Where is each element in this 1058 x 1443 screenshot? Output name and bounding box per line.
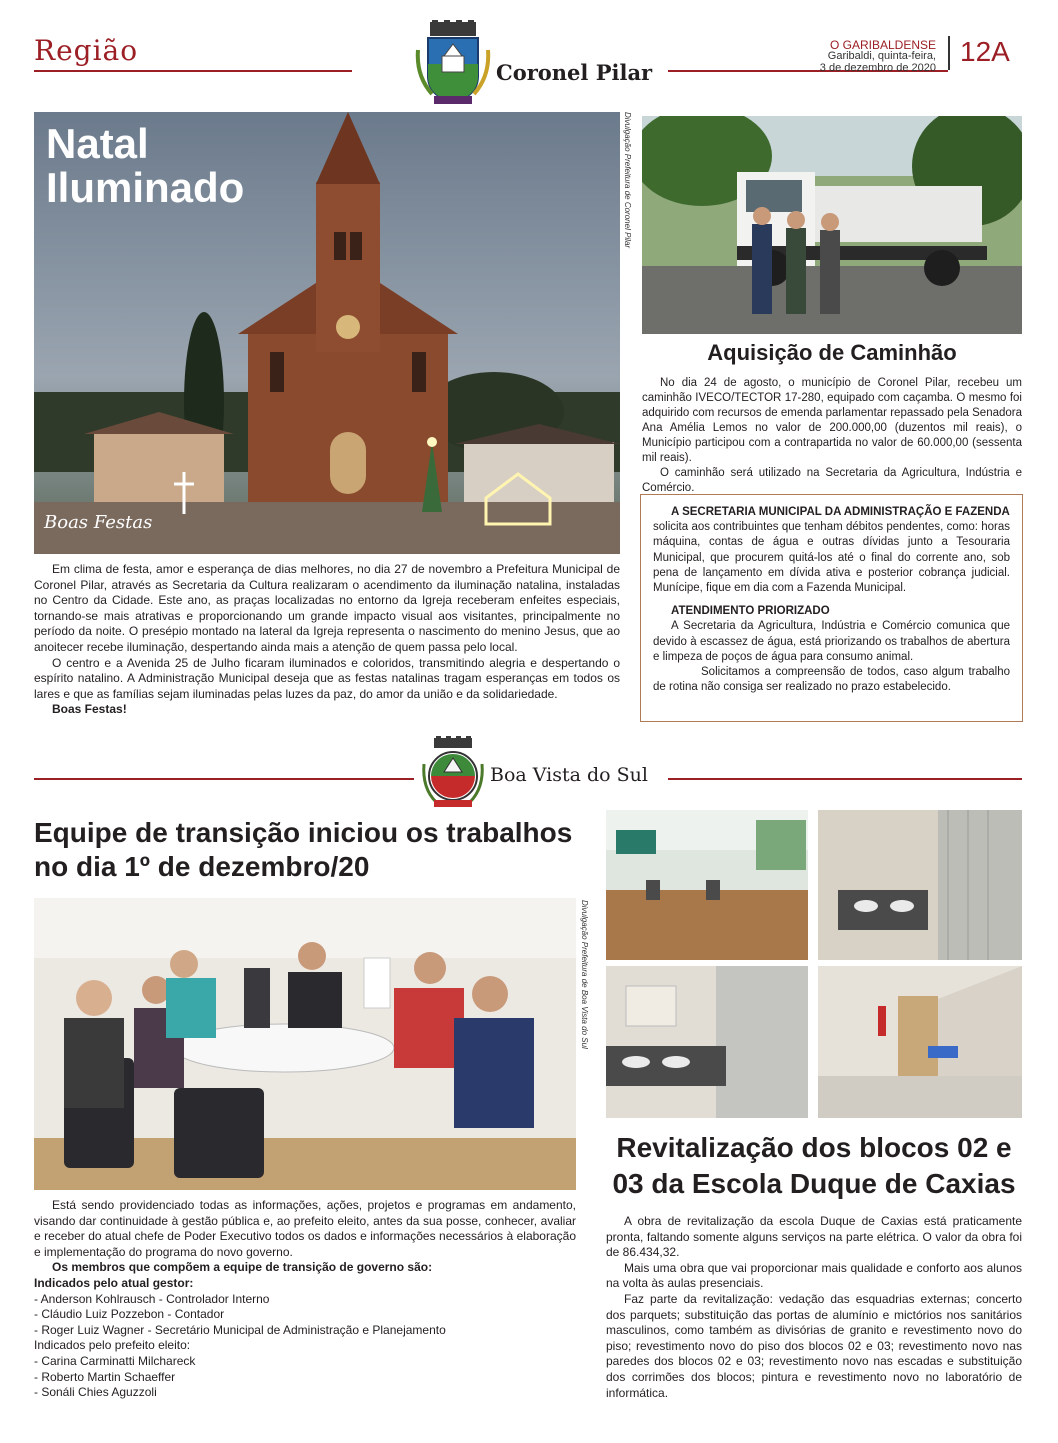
transicao-title <box>34 816 594 884</box>
natal-title <box>46 122 244 210</box>
school-photo-sinks <box>606 966 808 1118</box>
notice-text-3: Solicitamos a compreensão de todos, caso algum trabalho de rotina não consiga ser realizado no prazo estabelecido. <box>653 666 1010 694</box>
natal-title-line2: Iluminado <box>46 164 245 211</box>
transicao-elected-heading: Indicados pelo prefeito eleito: <box>34 1338 191 1353</box>
school-photo-classroom <box>606 810 808 960</box>
transicao-paragraph: Está sendo providenciado todas as informações, ações, projetos e programas em andamento, visando dar continuidade à gestão pública e, ao prefeito eleito, antes da sua posse, conhecer, avaliar e receber do atual chefe de Poder Executivo todos os dados e informações necessários à elaboração e implementação do programa do novo governo. <box>34 1198 576 1259</box>
paper-date <box>820 50 936 74</box>
elected-member-3: - Sonáli Chies Aguzzoli <box>34 1385 157 1400</box>
paper-location-date: Garibaldi, quinta-feira, <box>827 50 936 62</box>
transicao-title-line2: no dia 1º de dezembro/20 <box>34 851 370 882</box>
header-rule-left <box>34 70 352 72</box>
natal-title-line1: Natal <box>46 120 149 167</box>
truck-photo <box>642 116 1022 334</box>
escola-article <box>606 1214 1022 1401</box>
transicao-title-line1: Equipe de transição iniciou os trabalhos <box>34 817 573 848</box>
caminhao-article <box>642 376 1022 496</box>
escola-title-line2: 03 da Escola Duque de Caxias <box>612 1168 1016 1199</box>
page-divider <box>948 36 950 70</box>
city-title-coronel-pilar: Coronel Pilar <box>496 60 653 85</box>
caminhao-paragraph-1: No dia 24 de agosto, o município de Coronel Pilar, recebeu um caminhão IVECO/TECTOR 17-280, equipado com caçamba. O mesmo foi adquirido com recursos de emenda parlamentar repassado pela Senadora Ana Amélia Lemos no valor de 200.000,00 (duzentos mil reais), o Município participou com a contrapartida no valor de 60.000,00 (sessenta mil reais). <box>642 377 1022 464</box>
natal-paragraph-2: O centro e a Avenida 25 de Julho ficaram iluminados e coloridos, transmitindo alegria e despertando o espírito natalino. A Administração Municipal deseja que as festas natalinas tragam esperanças em todos os lares e que as famílias sejam iluminadas pelas luzes da paz, do amor da união e da solidariedade. <box>34 655 620 701</box>
escola-paragraph-2: Mais uma obra que vai proporcionar mais qualidade e conforto aos alunos na volta às aulas presenciais. <box>606 1260 1022 1291</box>
notice-heading-1: A SECRETARIA MUNICIPAL DA ADMINISTRAÇÃO E FAZENDA <box>671 506 1010 518</box>
escola-title <box>606 1130 1022 1202</box>
escola-title-line1: Revitalização dos blocos 02 e <box>616 1132 1012 1163</box>
natal-article <box>34 562 620 718</box>
paper-name: O GARIBALDENSE <box>829 38 936 52</box>
transicao-photo-credit: Divulgação Prefeitura de Boa Vista do Sul <box>580 900 589 1049</box>
transicao-current-heading: Indicados pelo atual gestor: <box>34 1275 194 1290</box>
escola-paragraph-1: A obra de revitalização da escola Duque de Caxias está praticamente pronta, faltando somente alguns serviços na parte elétrica. O valor da obra foi de 86.434,32. <box>606 1214 1022 1260</box>
coronel-pilar-crest <box>414 20 492 106</box>
notice-text-1: solicita aos contribuintes que tenham débitos pendentes, como: horas máquina, contas de água e outras dívidas junto a Tesouraria Municipal, que procurem quitá-los até o final do corrente ano, sob pena de lançamento em dívida ativa e posterior cobrança judicial. Munícipe, fique em dia com a Fazenda Municipal. <box>653 521 1010 595</box>
meeting-photo <box>34 898 576 1190</box>
notice-box <box>640 494 1023 722</box>
school-photo-restroom <box>818 810 1022 960</box>
notice-heading-2: ATENDIMENTO PRIORIZADO <box>671 605 830 618</box>
transicao-article <box>34 1198 576 1401</box>
natal-closing: Boas Festas! <box>52 702 127 717</box>
city-title-boa-vista-do-sul: Boa Vista do Sul <box>490 764 648 786</box>
current-member-1: - Anderson Kohlrausch - Controlador Interno <box>34 1291 270 1306</box>
photo-sign-text: Boas Festas <box>44 512 153 533</box>
current-member-3: - Roger Luiz Wagner - Secretário Municipal de Administração e Planejamento <box>34 1322 446 1337</box>
elected-member-2: - Roberto Martin Schaeffer <box>34 1369 176 1384</box>
caminhao-title: Aquisição de Caminhão <box>707 340 957 365</box>
natal-photo-credit: Divulgação Prefeitura de Coronel Pilar <box>623 112 632 249</box>
natal-paragraph-1: Em clima de festa, amor e esperança de dias melhores, no dia 27 de novembro a Prefeitura Municipal de Coronel Pilar, através as Secretaria da Cultura realizaram o acendimento da iluminação natalina, instaladas no Centro da Cidade. Este ano, as praças localizadas no entorno da Igreja receberam enfeites especiais, tornando-se mais atrativas e proporcionando um grande impacto visual aos visitantes, principalmente no período da noite. O presépio montado na lateral da Igreja representa o nascimento do menino Jesus, que ao anoitecer recebe iluminação, despertando ainda mais a atenção de quem passa pelo local. <box>34 562 620 654</box>
current-member-2: - Cláudio Luiz Pozzebon - Contador <box>34 1307 225 1322</box>
transicao-members-heading: Os membros que compõem a equipe de transição de governo são: <box>52 1260 433 1275</box>
escola-paragraph-3: Faz parte da revitalização: vedação das esquadrias externas; concerto dos parquets; substituição das portas de alumínio e mictórios nos sanitários masculinos, como também as divisórias de granito e revestimento novo do piso; revestimento novo do piso dos blocos 02 e 03; revestimento novo nas paredes dos blocos 02 e 03; revestimento novo nas escadas e substituição dos corrimões dos blocos; pintura e revestimento novo no laboratório de informática. <box>606 1291 1022 1400</box>
elected-member-1: - Carina Carminatti Milchareck <box>34 1353 196 1368</box>
boa-vista-do-sul-crest <box>420 736 486 808</box>
section2-rule-left <box>34 778 414 780</box>
caminhao-paragraph-2: O caminhão será utilizado na Secretaria da Agricultura, Indústria e Comércio. <box>642 467 1022 494</box>
notice-text-2: A Secretaria da Agricultura, Indústria e Comércio comunica que devido à escassez de água, está priorizando os trabalhos de abertura e limpeza de poços de água para consumo animal. <box>653 620 1010 663</box>
paper-full-date: 3 de dezembro de 2020 <box>819 62 936 74</box>
section2-rule-right <box>668 778 1022 780</box>
section-name: Região <box>34 34 139 67</box>
page-number: 12A <box>960 36 1010 67</box>
school-photo-corridor <box>818 966 1022 1118</box>
